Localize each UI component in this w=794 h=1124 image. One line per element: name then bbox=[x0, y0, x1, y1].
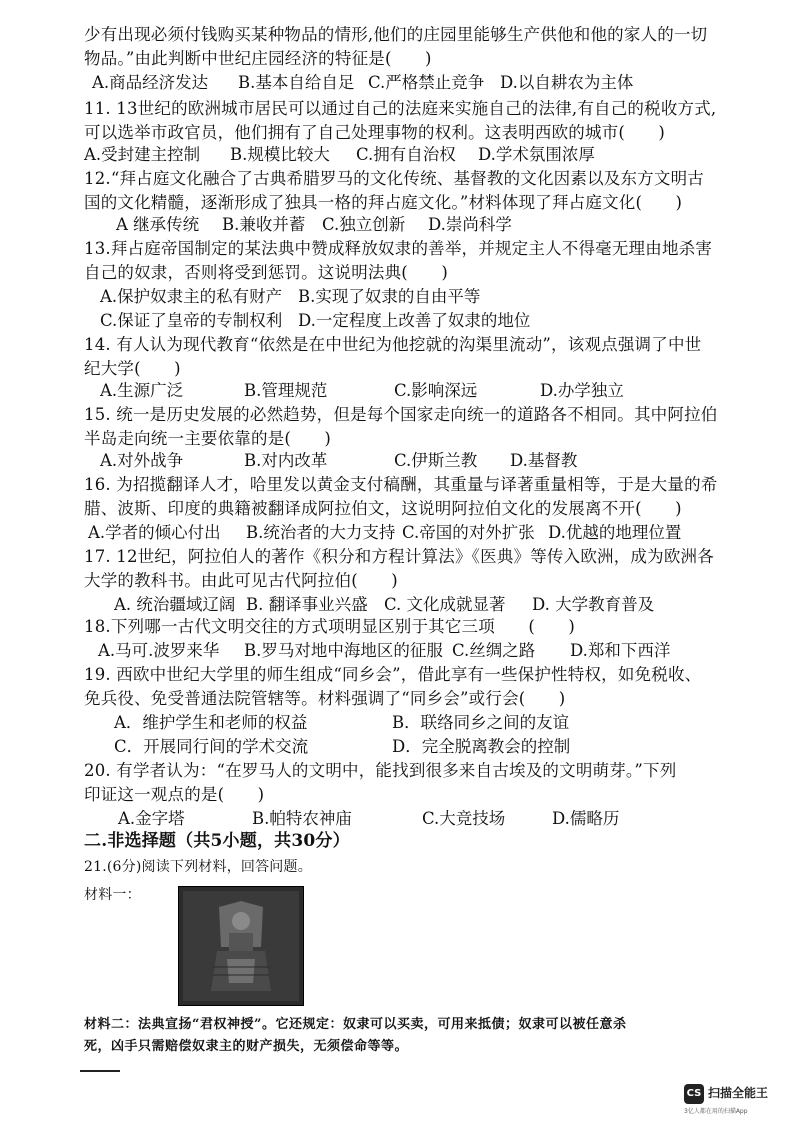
camscanner-logo-icon: CS bbox=[684, 1084, 704, 1104]
answer-option: C.伊斯兰教 bbox=[394, 451, 478, 470]
answer-option: B.兼收并蓄 bbox=[222, 215, 306, 234]
answer-option: C.严格禁止竞争 bbox=[368, 73, 485, 92]
answer-option: A 继承传统 bbox=[116, 215, 200, 234]
answer-option: B.管理规范 bbox=[244, 381, 328, 400]
text-line: 二.非选择题（共5小题，共30分） bbox=[84, 831, 350, 851]
text-line: 13.拜占庭帝国制定的某法典中赞成释放奴隶的善举，并规定主人不得毫无理由地杀害 bbox=[84, 239, 713, 258]
answer-option: B. 翻译事业兴盛 bbox=[246, 595, 368, 614]
cut-off-line bbox=[80, 1062, 120, 1072]
text-line: 大学的教科书。由此可见古代阿拉伯( ) bbox=[84, 571, 398, 590]
scanner-tagline: 3亿人都在用的扫描App bbox=[684, 1108, 748, 1115]
answer-option: B．联络同乡之间的友谊 bbox=[392, 713, 570, 732]
text-line: 21.(6分)阅读下列材料，回答问题。 bbox=[84, 859, 312, 875]
answer-option: A.马可.波罗来华 bbox=[98, 641, 220, 660]
scanner-watermark bbox=[684, 1082, 784, 1118]
answer-option: B.帕特农神庙 bbox=[252, 809, 352, 828]
answer-option: B.统治者的大力支持 bbox=[246, 523, 396, 542]
text-line: 18.下列哪一古代文明交往的方式项明显区别于其它三项 ( ) bbox=[84, 617, 576, 636]
text-line: 死，凶手只需赔偿奴隶主的财产损失，无须偿命等等。 bbox=[84, 1039, 409, 1054]
text-line: 材料二：法典宣扬“君权神授”。它还规定：奴隶可以买卖，可用来抵债；奴隶可以被任意杀 bbox=[84, 1017, 627, 1032]
answer-option: A.生源广泛 bbox=[100, 381, 184, 400]
answer-option: B.罗马对地中海地区的征服 bbox=[244, 641, 443, 660]
text-line: 12.“拜占庭文化融合了古典希腊罗马的文化传统、基督教的文化因素以及东方文明古 bbox=[84, 169, 704, 188]
text-line: 印证这一观点的是( ) bbox=[84, 785, 265, 804]
answer-option: C.保证了皇帝的专制权利 bbox=[100, 311, 283, 330]
answer-option: A.受封建主控制 bbox=[84, 145, 201, 164]
answer-option: D.学术氛围浓厚 bbox=[478, 145, 595, 164]
answer-option: B.基本自给自足 bbox=[238, 73, 355, 92]
text-line: 自己的奴隶，否则将受到惩罚。这说明法典( ) bbox=[84, 263, 448, 282]
answer-option: D.崇尚科学 bbox=[428, 215, 512, 234]
answer-option: D.一定程度上改善了奴隶的地位 bbox=[298, 311, 531, 330]
text-line: 19. 西欧中世纪大学里的师生组成“同乡会”，借此享有一些保护性特权，如免税收、 bbox=[84, 665, 702, 684]
answer-option: B.规模比较大 bbox=[230, 145, 330, 164]
answer-option: D.以自耕农为主体 bbox=[500, 73, 634, 92]
answer-option: A.商品经济发达 bbox=[92, 73, 209, 92]
answer-option: C.帝国的对外扩张 bbox=[402, 523, 535, 542]
text-line: 14. 有人认为现代教育“依然是在中世纪为他挖就的沟渠里流动”，该观点强调了中世 bbox=[84, 335, 702, 354]
answer-option: B.实现了奴隶的自由平等 bbox=[298, 287, 481, 306]
text-line: 物品。”由此判断中世纪庄园经济的特征是( ) bbox=[84, 49, 432, 68]
text-line: 16. 为招揽翻译人才，哈里发以黄金支付稿酬，其重量与译著重量相等，于是大量的希 bbox=[84, 475, 718, 494]
answer-option: D.儒略历 bbox=[552, 809, 620, 828]
answer-option: A.学者的倾心付出 bbox=[88, 523, 221, 542]
answer-option: D．完全脱离教会的控制 bbox=[392, 737, 571, 756]
answer-option: C.丝绸之路 bbox=[452, 641, 536, 660]
answer-option: A．维护学生和老师的权益 bbox=[114, 713, 308, 732]
text-line: 材料一： bbox=[84, 887, 141, 903]
answer-option: D.优越的地理位置 bbox=[548, 523, 682, 542]
answer-option: C.大竞技场 bbox=[422, 809, 506, 828]
hammurabi-stele-image bbox=[178, 886, 304, 1006]
text-line: 20. 有学者认为：“在罗马人的文明中，能找到很多来自古埃及的文明萌芽。”下列 bbox=[84, 761, 677, 780]
answer-option: A. 统治疆域辽阔 bbox=[114, 595, 236, 614]
text-line: 少有出现必须付钱购买某种物品的情形,他们的庄园里能够生产供他和他的家人的一切 bbox=[84, 25, 708, 44]
answer-option: D. 大学教育普及 bbox=[532, 595, 655, 614]
text-line: 可以选举市政官员，他们拥有了自己处理事物的权利。这表明西欧的城市( ) bbox=[84, 123, 666, 142]
text-line: 纪大学( ) bbox=[84, 359, 181, 378]
answer-option: C. 文化成就显著 bbox=[384, 595, 506, 614]
text-line: 15. 统一是历史发展的必然趋势，但是每个国家走向统一的道路各不相同。其中阿拉伯 bbox=[84, 405, 718, 424]
answer-option: C.影响深远 bbox=[394, 381, 478, 400]
answer-option: C．开展同行间的学术交流 bbox=[114, 737, 309, 756]
answer-option: A.保护奴隶主的私有财产 bbox=[100, 287, 283, 306]
answer-option: A.金字塔 bbox=[118, 809, 185, 828]
text-line: 17. 12世纪，阿拉伯人的著作《积分和方程计算法》《医典》等传入欧洲，成为欧洲各 bbox=[84, 547, 714, 566]
text-line: 免兵役、免受普通法院管辖等。材料强调了“同乡会”或行会( ) bbox=[84, 689, 566, 708]
answer-option: C.独立创新 bbox=[322, 215, 406, 234]
answer-option: D.办学独立 bbox=[540, 381, 624, 400]
answer-option: D.郑和下西洋 bbox=[570, 641, 671, 660]
text-line: 11. 13世纪的欧洲城市居民可以通过自己的法庭来实施自己的法律,有自己的税收方式, bbox=[84, 99, 717, 118]
text-line: 腊、波斯、印度的典籍被翻译成阿拉伯文，这说明阿拉伯文化的发展离不开( ) bbox=[84, 499, 682, 518]
answer-option: A.对外战争 bbox=[100, 451, 184, 470]
scanner-name: 扫描全能王 bbox=[708, 1086, 769, 1100]
text-line: 国的文化精髓，逐渐形成了独具一格的拜占庭文化。”材料体现了拜占庭文化( ) bbox=[84, 193, 683, 212]
answer-option: C.拥有自治权 bbox=[356, 145, 456, 164]
answer-option: D.基督教 bbox=[510, 451, 578, 470]
answer-option: B.对内改革 bbox=[244, 451, 328, 470]
text-line: 半岛走向统一主要依靠的是( ) bbox=[84, 429, 332, 448]
